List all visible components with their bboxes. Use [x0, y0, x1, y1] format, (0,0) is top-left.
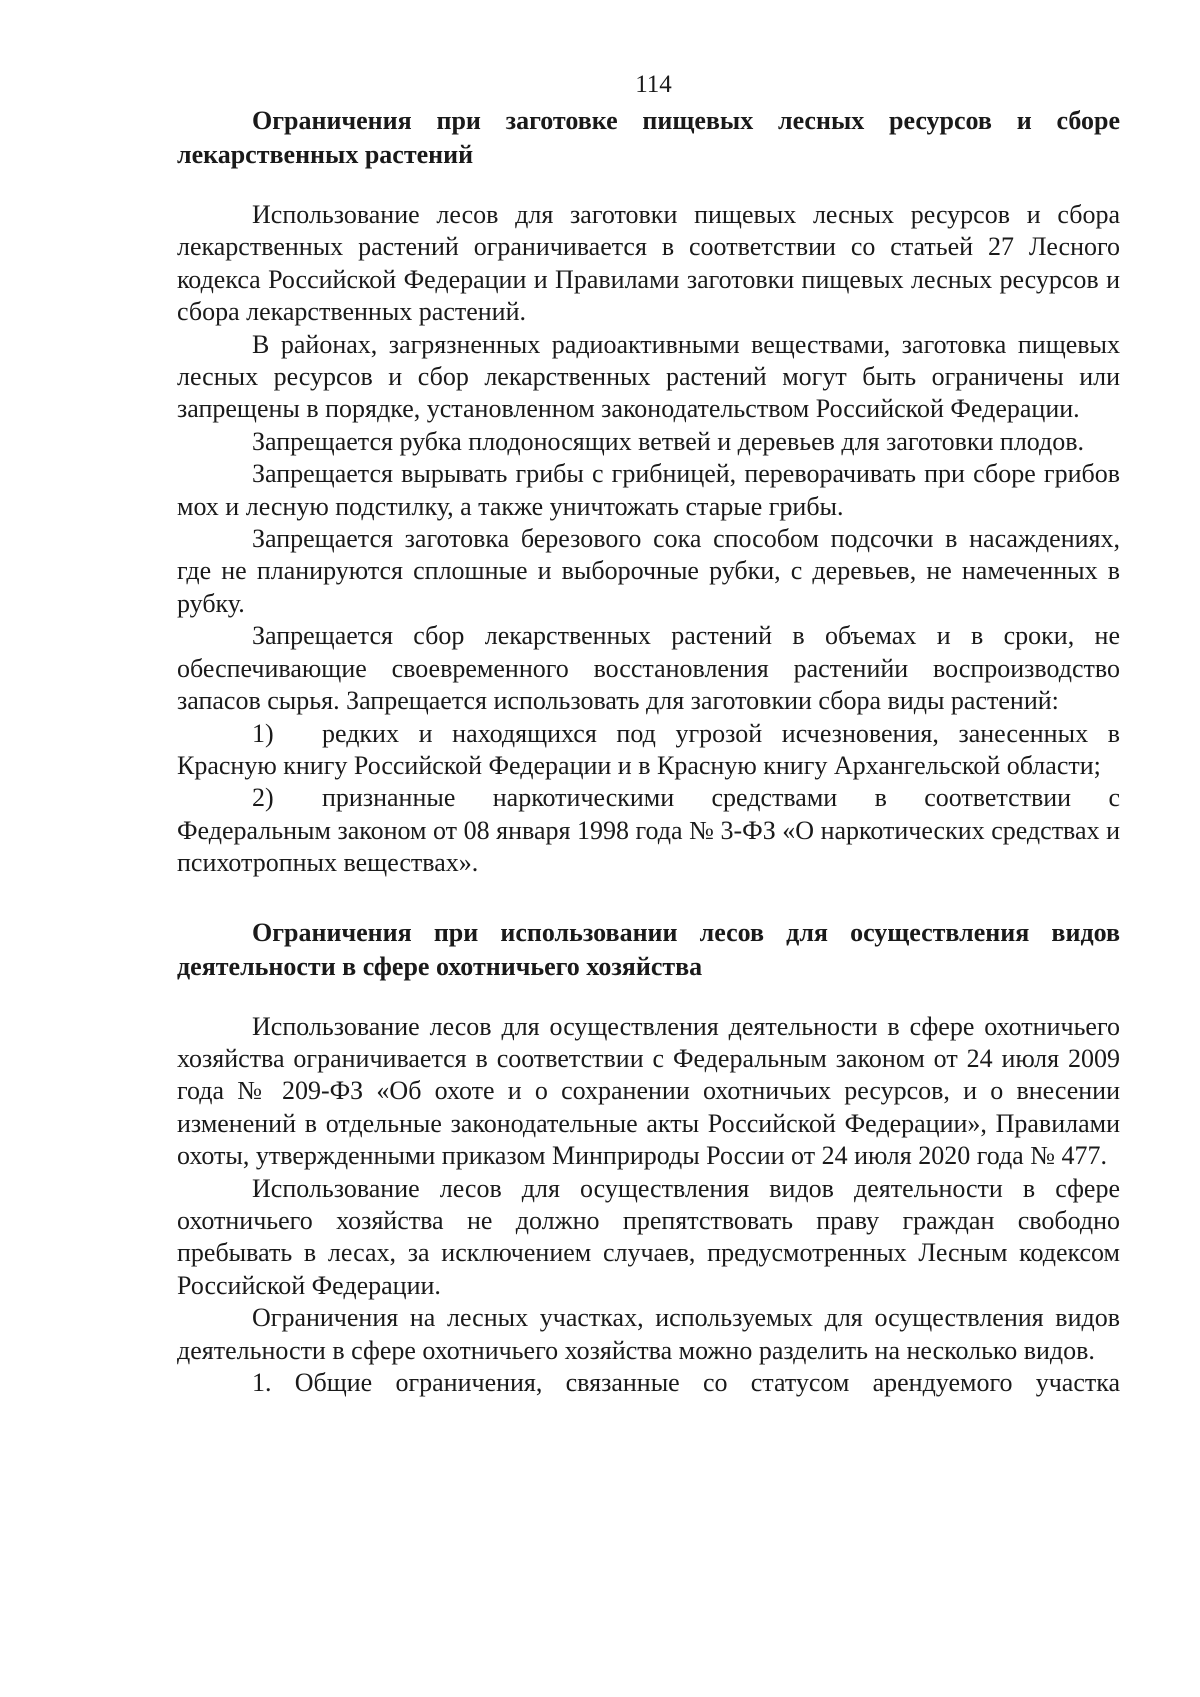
paragraph: Использование лесов для заготовки пищевых лесных ресурсов и сбора лекарственных растений ограничивается в соответствии со статьей 27 Лесного кодекса Российской Федерации и Правилами заготовки пищевых лесных ресурсов и сбора лекарственных растений. [177, 200, 1120, 327]
list-item [177, 718, 1120, 783]
paragraph: Использование лесов для осуществления видов деятельности в сфере охотничьего хозяйства не должно препятствовать праву граждан свободно пребывать в лесах, за исключением случаев, предусмотренных Лесным кодексом Российской Федерации. [177, 1173, 1120, 1300]
list-item-text: редких и находящихся под угрозой исчезновения, занесенных в Красную книгу Российской Федерации и в Красную книгу Архангельской области; [177, 718, 1120, 780]
list-item-number: 1) [252, 718, 274, 748]
paragraph: Запрещается сбор лекарственных растений в объемах и в сроки, не обеспечивающие своевременного восстановления растенийи воспроизводство запасов сырья. Запрещается использовать для заготовкии сбора виды растений: [177, 621, 1120, 716]
list-item [177, 782, 1120, 879]
list-item-number: 2) [252, 783, 274, 813]
page-number: 114 [635, 71, 672, 98]
paragraph: Ограничения на лесных участках, используемых для осуществления видов деятельности в сфере охотничьего хозяйства можно разделить на несколько видов. [177, 1303, 1120, 1365]
document-page [177, 70, 1120, 1399]
paragraph: Использование лесов для осуществления деятельности в сфере охотничьего хозяйства ограничивается в соответствии с Федеральным законом от 24 июля 2009 года № 209-ФЗ «Об охоте и о сохранении охотничьих ресурсов, и о внесении изменений в отдельные законодательные акты Российской Федерации», Правилами охоты, утвержденными приказом Минприроды России от 24 июля 2020 года № 477. [177, 1011, 1120, 1171]
list-item-text: признанные наркотическими средствами в соответствии с Федеральным законом от 08 января 1998 года № 3-ФЗ «О наркотических средствах и психотропных веществах». [177, 783, 1120, 878]
paragraph: 1. Общие ограничения, связанные со статусом арендуемого участка [252, 1368, 1120, 1397]
section-heading-hunting: Ограничения при использовании лесов для осуществления видов деятельности в сфере охотничьего хозяйства [177, 917, 1120, 981]
paragraph: Запрещается вырывать грибы с грибницей, переворачивать при сборе грибов мох и лесную подстилку, а также уничтожать старые грибы. [177, 459, 1120, 521]
paragraph: Запрещается заготовка березового сока способом подсочки в насаждениях, где не планируются сплошные и выборочные рубки, с деревьев, не намеченных в рубку. [177, 524, 1120, 618]
paragraph: Запрещается рубка плодоносящих ветвей и деревьев для заготовки плодов. [252, 426, 1085, 456]
section-heading-food-resources: Ограничения при заготовке пищевых лесных ресурсов и сборе лекарственных растений [177, 106, 1120, 169]
paragraph: В районах, загрязненных радиоактивными веществами, заготовка пищевых лесных ресурсов и сбор лекарственных растений могут быть ограничены или запрещены в порядке, установленном законодательством Российской Федерации. [177, 329, 1120, 424]
